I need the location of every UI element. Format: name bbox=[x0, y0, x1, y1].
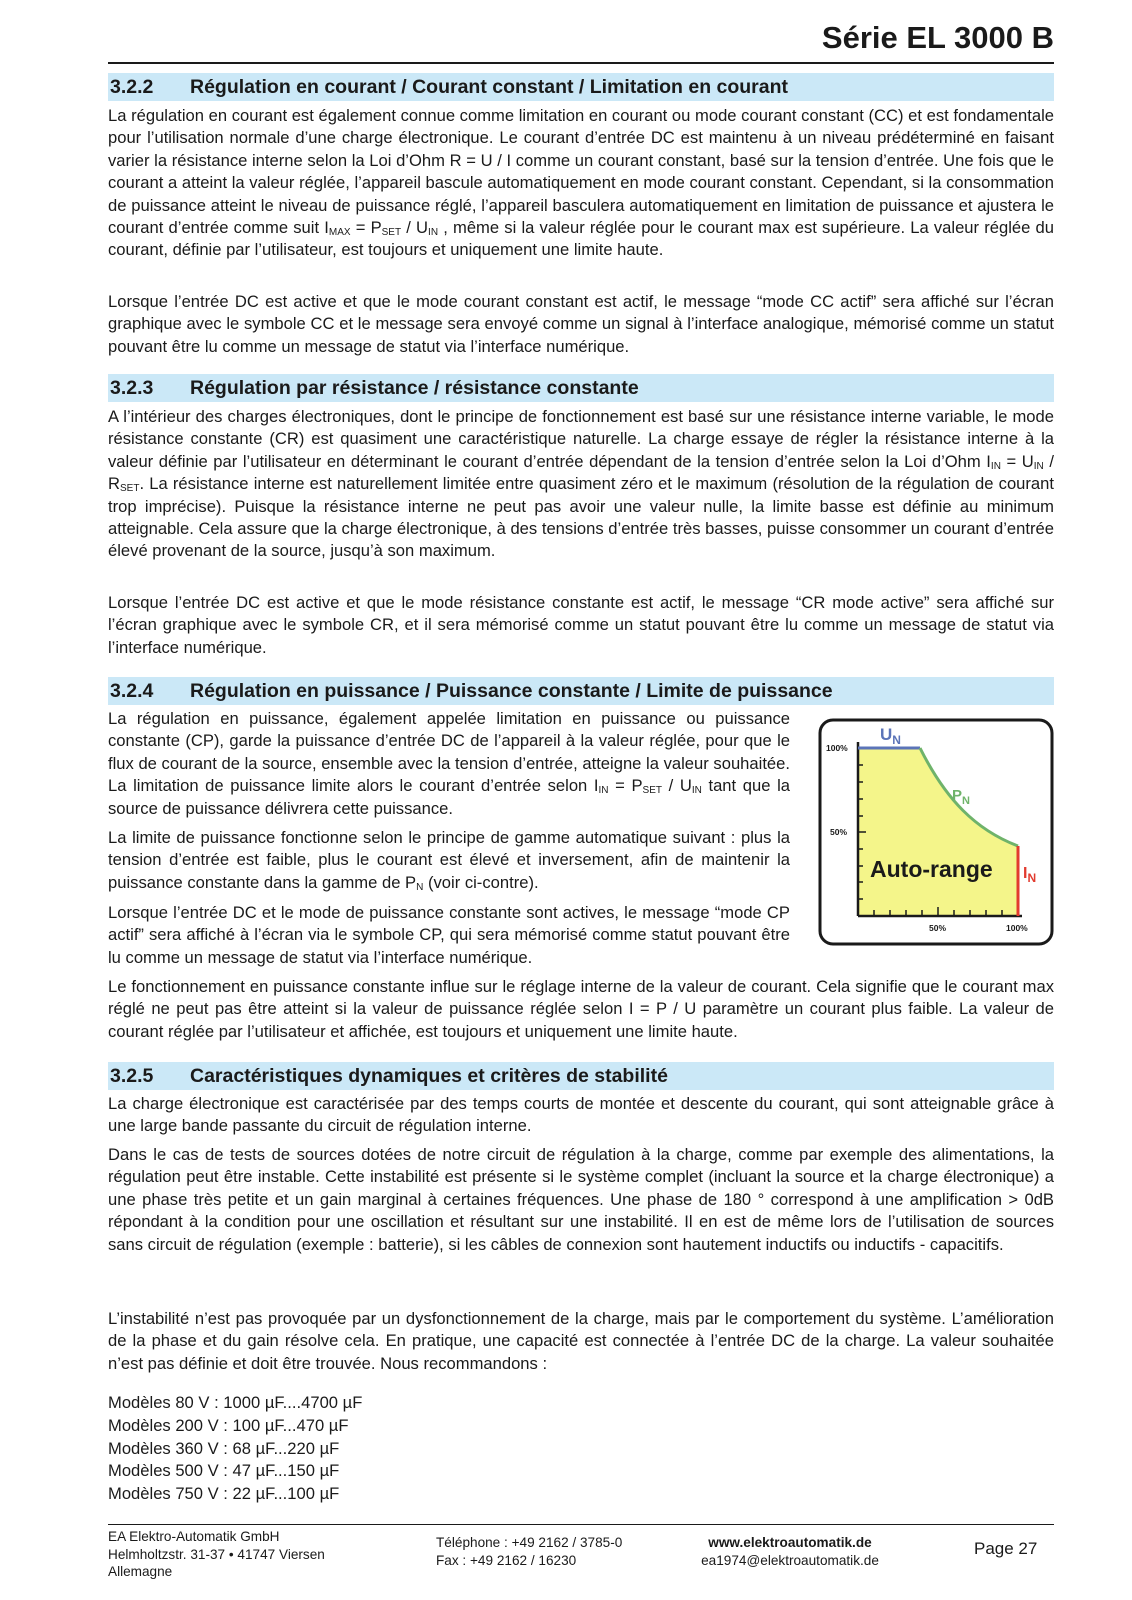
auto-range-text: Auto-range bbox=[870, 856, 993, 882]
footer-company bbox=[108, 1528, 325, 1581]
section-heading-3-2-2 bbox=[108, 73, 1054, 101]
list-item: Modèles 200 V : 100 µF...470 µF bbox=[108, 1415, 349, 1435]
section-title: Régulation par résistance / résistance constante bbox=[190, 377, 639, 399]
list-item: Modèles 80 V : 1000 µF....4700 µF bbox=[108, 1393, 363, 1412]
top-rule bbox=[108, 62, 1054, 64]
section-heading-3-2-5 bbox=[108, 1062, 1054, 1090]
footer-rule bbox=[108, 1524, 1054, 1525]
email-link[interactable]: ea1974@elektroautomatik.de bbox=[701, 1552, 879, 1568]
paragraph: La limite de puissance fonctionne selon le principe de gamme automatique suivant : plus la tension d’entrée est faible, plus le courant est élevé et inversement, afin de maintenir la puissance constante dans la gamme de $P_N$ (voir ci-contre). bbox=[108, 828, 790, 893]
company-country: Allemagne bbox=[108, 1564, 173, 1579]
list-item: Modèles 360 V : 68 µF...220 µF bbox=[108, 1438, 340, 1458]
phone-number: Téléphone : +49 2162 / 3785-0 bbox=[436, 1535, 623, 1550]
section-title: Régulation en courant / Courant constant / Limitation en courant bbox=[190, 76, 789, 98]
website-link[interactable]: www.elektroautomatik.de bbox=[708, 1535, 872, 1550]
company-name: EA Elektro-Automatik GmbH bbox=[108, 1529, 280, 1544]
list-item: Modèles 750 V : 22 µF...100 µF bbox=[108, 1484, 340, 1504]
paragraph: A l’intérieur des charges électroniques, dont le principe de fonctionnement est basé sur une résistance interne variable, le mode résistance constante (CR) est quasiment une caractéristique naturelle. La charge essaye de régler la résistance interne à la valeur définie par l’utilisateur en déterminant le courant d’entrée dépendant de la tension d’entrée selon la Loi d’Ohm $I_{IN} = U_{IN} / R_{SET}$. La résistance interne est naturellement limitée entre quasiment zéro et le maximum (résolution de la régulation de courant trop imprécise). Puisque la résistance interne ne peut pas avoir une valeur nulle, la limite basse est définie au minimum atteignable. Cela assure que la charge électronique, à des tensions d’entrée très basses, puisse consommer un courant d’entrée élevé provenant de la source, jusqu’à son maximum. bbox=[108, 407, 1054, 561]
section-heading-3-2-4 bbox=[108, 677, 1054, 705]
section-number: 3.2.3 bbox=[110, 377, 154, 399]
y-50-label: 50% bbox=[830, 827, 848, 837]
section-number: 3.2.2 bbox=[110, 76, 154, 98]
u-label: $U_N$ bbox=[880, 725, 901, 747]
paragraph: Lorsque l’entrée DC est active et que le mode résistance constante est actif, le message “CR mode active” sera affiché sur l’écran graphique avec le symbole CR, et il sera mémorisé comme un statut pouvant être lu comme un message de statut via l’interface numérique. bbox=[108, 593, 1054, 657]
x-100-label: 100% bbox=[1006, 923, 1028, 933]
section-title: Caractéristiques dynamiques et critères de stabilité bbox=[190, 1065, 668, 1087]
section-number: 3.2.4 bbox=[110, 680, 154, 702]
paragraph: Lorsque l’entrée DC est active et que le mode courant constant est actif, le message “mode CC actif” sera affiché sur l’écran graphique avec le symbole CC et le message sera envoyé comme un signal à l’interface analogique, mémorisé comme un statut pouvant être lu comme un message de statut via l’interface numérique. bbox=[108, 292, 1054, 356]
paragraph: Dans le cas de tests de sources dotées de notre circuit de régulation à la charge, comme par exemple des alimentations, la régulation peut être instable. Cette instabilité est présente si le système complet (incluant la source et la charge électronique) a une phase très petite et un gain marginal à certaines fréquences. Une phase de 180 ° correspond à une amplification > 0dB répondant à la condition pour une oscillation et résultant sur une instabilité. Il en est de même lors de l’utilisation de sources sans circuit de régulation (exemple : batterie), si les câbles de connexion sont hautement inductifs ou inductifs - capacitifs. bbox=[108, 1145, 1054, 1254]
i-label: $I_N$ bbox=[1023, 865, 1037, 885]
paragraph: La régulation en courant est également connue comme limitation en courant ou mode courant constant (CC) et est fondamentale pour l’utilisation normale d’une charge électronique. Le courant d’entrée DC est maintenu à un niveau prédéterminé en faisant varier la résistance interne selon la Loi d’Ohm R = U / I comme un courant constant, basé sur la tension d’entrée. Une fois que le courant a atteint la valeur réglée, l’appareil bascule automatiquement en mode courant constant. Cependant, si la consommation de puissance atteint le niveau de puissance réglé, l’appareil basculera automatiquement en limitation de puissance et ajustera le courant d’entrée comme suit $I_{MAX} = P_{SET} / U_{IN}$ , même si la valeur réglée pour le courant max est supérieure. La valeur réglée du courant, définie par l’utilisateur, est toujours et uniquement une limite haute. bbox=[108, 106, 1054, 260]
company-address: Helmholtzstr. 31-37 • 41747 Viersen bbox=[108, 1546, 325, 1562]
capacitor-recommendation-list bbox=[108, 1392, 362, 1506]
paragraph: Le fonctionnement en puissance constante influe sur le réglage interne de la valeur de courant. Cela signifie que le courant max réglé ne peut pas être atteint si la valeur de puissance réglée selon I = P / U paramètre un courant plus faible. La valeur de courant réglée par l’utilisateur et affichée, est toujours et uniquement une limite haute. bbox=[108, 977, 1054, 1041]
paragraph: La charge électronique est caractérisée par des temps courts de montée et descente du courant, qui sont atteignable grâce à une large bande passante du circuit de régulation interne. bbox=[108, 1094, 1054, 1136]
footer-contact bbox=[436, 1534, 622, 1569]
footer-web bbox=[684, 1534, 896, 1569]
auto-range-diagram bbox=[818, 718, 1054, 946]
list-item: Modèles 500 V : 47 µF...150 µF bbox=[108, 1461, 340, 1481]
section-number: 3.2.5 bbox=[110, 1065, 154, 1087]
series-title: Série EL 3000 B bbox=[821, 20, 1054, 55]
paragraph: Lorsque l’entrée DC et le mode de puissance constante sont actives, le message “mode CP actif” sera affiché à l’écran via le symbole CP, qui sera mémorisé comme statut pouvant être lu comme un message de statut via l’interface numérique. bbox=[108, 903, 790, 967]
x-50-label: 50% bbox=[929, 923, 947, 933]
section-title: Régulation en puissance / Puissance constante / Limite de puissance bbox=[190, 680, 833, 702]
p-label: $P_N$ bbox=[952, 787, 970, 807]
paragraph: L’instabilité n’est pas provoquée par un dysfonctionnement de la charge, mais par le comportement du système. L’amélioration de la phase et du gain résolve cela. En pratique, une capacité est connectée à l’entrée DC de la charge. La valeur souhaitée n’est pas définie et doit être trouvée. Nous recommandons : bbox=[108, 1309, 1054, 1373]
y-100-label: 100% bbox=[826, 743, 848, 753]
page-number: Page 27 bbox=[974, 1539, 1038, 1558]
section-heading-3-2-3 bbox=[108, 374, 1054, 402]
fax-number: Fax : +49 2162 / 16230 bbox=[436, 1552, 577, 1568]
paragraph: La régulation en puissance, également appelée limitation en puissance ou puissance constante (CP), garde la puissance d’entrée DC de l’appareil à la valeur réglée, pour que le flux de courant de la source, ensemble avec la tension d’entrée, atteigne la valeur souhaitée. La limitation de puissance limite alors le courant d’entrée selon $I_{IN} = P_{SET} / U_{IN}$ tant que la source de puissance délivrera cette puissance. bbox=[108, 709, 790, 818]
